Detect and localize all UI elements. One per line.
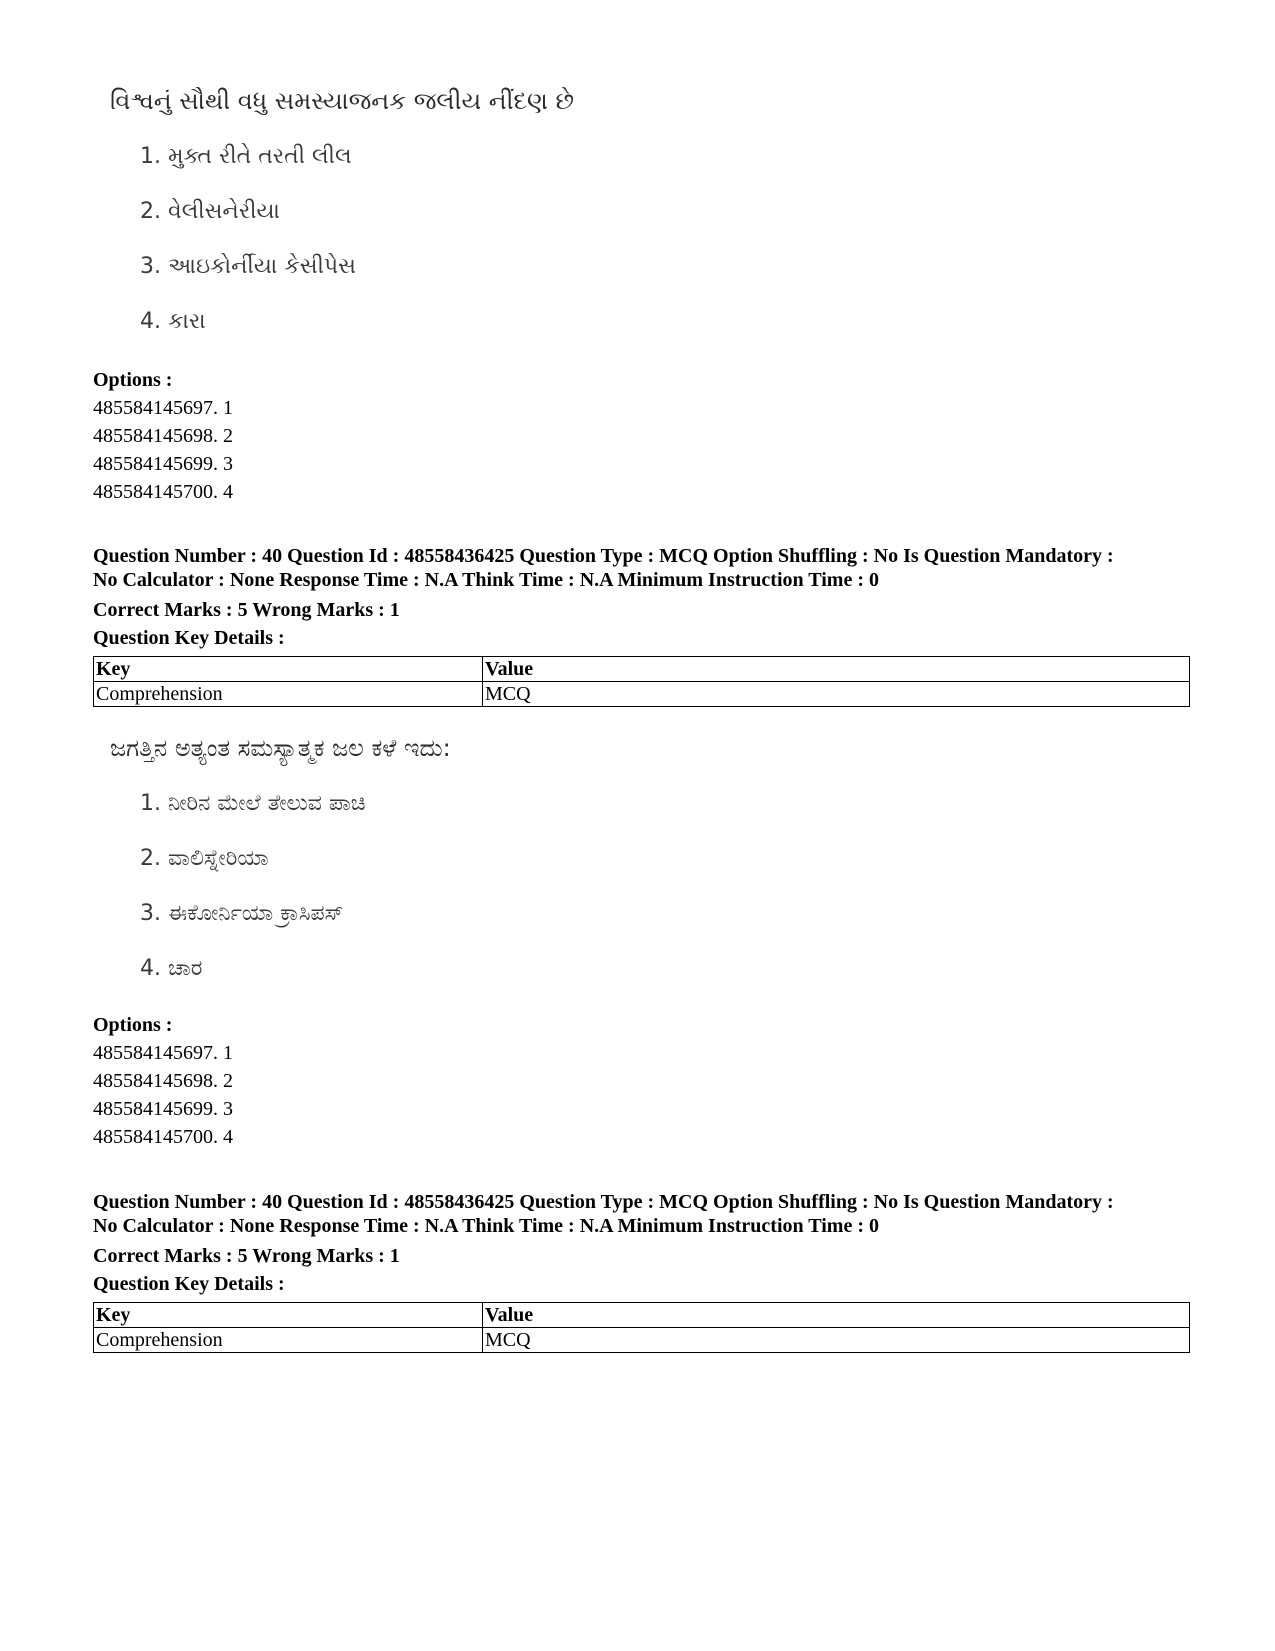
question-header	[93, 1190, 1190, 1353]
key-cell: Comprehension	[94, 682, 483, 707]
question-stem: વિશ્વનું સૌથી વધુ સમસ્યાજનક જલીય નીંદણ છે	[110, 87, 574, 115]
key-details-label: Question Key Details :	[93, 627, 285, 649]
question-option-2: 2. ವಾಲಿಸ್ನೇರಿಯಾ	[140, 846, 269, 871]
option-id-2: 485584145698. 2	[93, 425, 233, 447]
key-details-table	[93, 656, 1190, 707]
key-details-label: Question Key Details :	[93, 1273, 285, 1295]
table-header-row	[94, 657, 1190, 682]
option-id-2: 485584145698. 2	[93, 1070, 233, 1092]
table-row	[94, 682, 1190, 707]
marks-line: Correct Marks : 5 Wrong Marks : 1	[93, 1245, 400, 1267]
question-option-3: 3. આઇકોર્નીયા કેસીપેસ	[140, 254, 356, 279]
value-cell: MCQ	[483, 682, 1190, 707]
question-image-gujarati	[110, 86, 574, 363]
table-header-row	[94, 1303, 1190, 1328]
question-stem: ಜಗತ್ತಿನ ಅತ್ಯಂತ ಸಮಸ್ಯಾತ್ಮಕ ಜಲ ಕಳೆ ಇದು:	[110, 734, 451, 762]
question-option-3: 3. ಈಕೋರ್ನಿಯಾ ಕ್ರಾಸಿಪಸ್	[140, 901, 344, 926]
question-option-4: 4. ಚಾರ	[140, 956, 203, 981]
question-image-kannada	[110, 733, 451, 1010]
option-id-1: 485584145697. 1	[93, 397, 233, 419]
question-meta-line-1: Question Number : 40 Question Id : 48558436425 Question Type : MCQ Option Shuffling : No Is Question Mandatory :	[93, 545, 1114, 567]
option-id-4: 485584145700. 4	[93, 1126, 233, 1148]
options-label: Options :	[93, 1014, 173, 1036]
value-header: Value	[483, 657, 1190, 682]
question-option-1: 1. મુક્ત રીતે તરતી લીલ	[140, 144, 352, 169]
key-header: Key	[94, 657, 483, 682]
question-option-1: 1. ನೀರಿನ ಮೇಲೆ ತೇಲುವ ಪಾಚಿ	[140, 791, 366, 816]
question-option-2: 2. વેલીસનેરીયા	[140, 199, 280, 224]
question-meta-line-1: Question Number : 40 Question Id : 48558436425 Question Type : MCQ Option Shuffling : No Is Question Mandatory :	[93, 1191, 1114, 1213]
key-header: Key	[94, 1303, 483, 1328]
key-cell: Comprehension	[94, 1328, 483, 1353]
question-meta-line-2: No Calculator : None Response Time : N.A Think Time : N.A Minimum Instruction Time : 0	[93, 569, 879, 591]
options-list	[93, 1011, 1190, 1151]
options-list	[93, 366, 1190, 506]
value-header: Value	[483, 1303, 1190, 1328]
option-id-3: 485584145699. 3	[93, 453, 233, 475]
option-id-3: 485584145699. 3	[93, 1098, 233, 1120]
option-id-1: 485584145697. 1	[93, 1042, 233, 1064]
table-row	[94, 1328, 1190, 1353]
question-header	[93, 544, 1190, 707]
options-label: Options :	[93, 369, 173, 391]
question-meta-line-2: No Calculator : None Response Time : N.A Think Time : N.A Minimum Instruction Time : 0	[93, 1215, 879, 1237]
option-id-4: 485584145700. 4	[93, 481, 233, 503]
marks-line: Correct Marks : 5 Wrong Marks : 1	[93, 599, 400, 621]
key-details-table	[93, 1302, 1190, 1353]
value-cell: MCQ	[483, 1328, 1190, 1353]
question-option-4: 4. કારા	[140, 309, 206, 334]
